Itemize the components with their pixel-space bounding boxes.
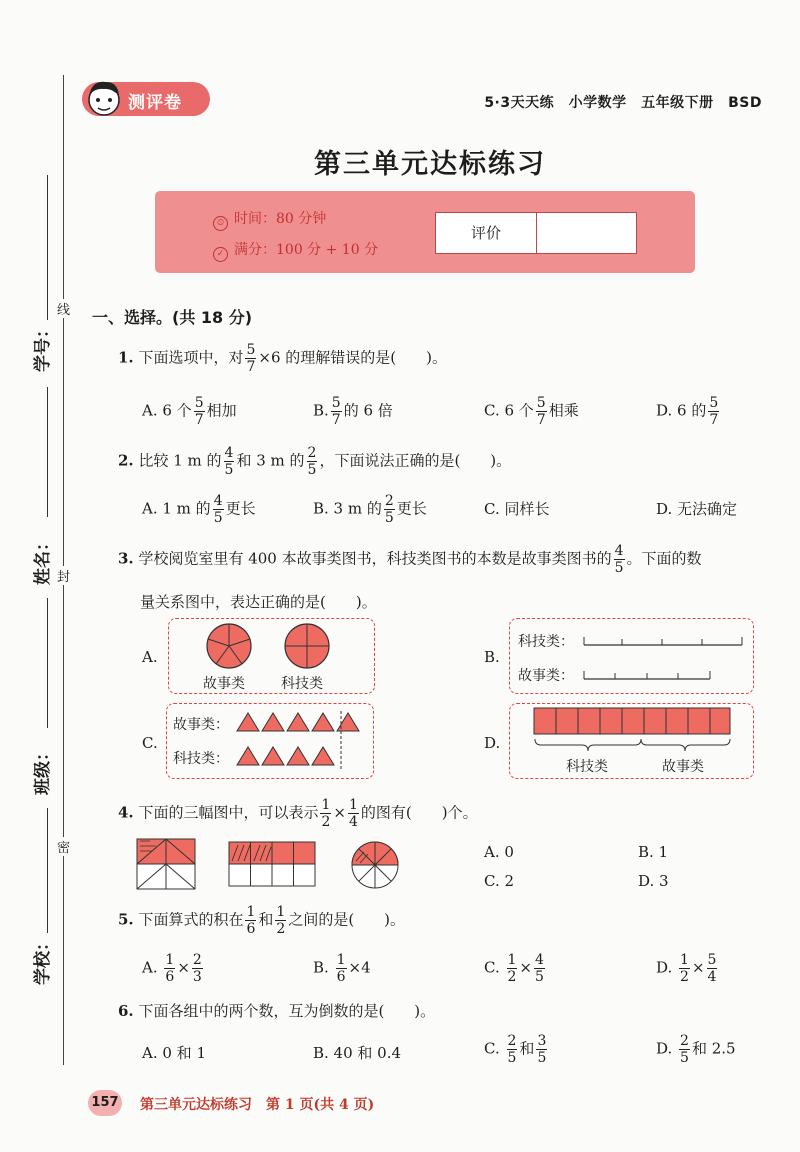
q4-option-b[interactable]: B. 1 [638, 843, 669, 861]
question-5: 5. 下面算式的积在 $\frac{1}{6}$ 和 $\frac{1}{2}$ 之间的是( )。 [118, 904, 406, 937]
tech-label: 科技类： [518, 634, 574, 650]
q3-option-d-label[interactable]: D. [484, 734, 501, 752]
cut-mark-secret: 密 [57, 837, 70, 856]
score-label: 满分：100 分 + 10 分 [234, 242, 379, 258]
q4-figure-3 [350, 840, 400, 890]
story-label: 故事类： [173, 717, 229, 733]
cut-mark-line: 线 [57, 299, 70, 318]
tech-segment-bar [582, 633, 744, 649]
question-1 [118, 343, 447, 374]
q2-option-b[interactable]: B. 3 m 的 $\frac{2}{5}$ 更长 [313, 493, 427, 526]
q4-figure-2 [228, 841, 316, 887]
class-underline [47, 598, 48, 728]
q5-option-c[interactable]: C. $\frac{1}{2}$ × $\frac{4}{5}$ [484, 952, 544, 985]
question-text: 下面选项中，对 [138, 348, 244, 367]
q1-option-b[interactable]: B. $\frac{5}{7}$ 的 6 倍 [313, 395, 393, 428]
q4-option-c[interactable]: C. 2 [484, 872, 515, 890]
cut-mark-seal: 封 [57, 566, 70, 585]
question-number: 3. [118, 549, 134, 568]
q6-option-c[interactable]: C. $\frac{2}{5}$ 和 $\frac{3}{5}$ [484, 1033, 547, 1066]
tech-label: 科技类 [566, 759, 608, 775]
student-id-label: 学号： [33, 321, 53, 372]
story-segment-bar [582, 667, 712, 683]
q5-option-b[interactable]: B. $\frac{1}{6}$ ×4 [313, 952, 371, 985]
footer-text: 第三单元达标练习 第 1 页(共 4 页) [140, 1097, 375, 1113]
q5-option-a[interactable]: A. $\frac{1}{6}$ × $\frac{2}{3}$ [142, 952, 202, 985]
book-series: 5·3天天练 小学数学 五年级下册 BSD [484, 95, 762, 111]
school-label: 学校： [33, 934, 53, 985]
tech-circle [283, 622, 331, 670]
tech-label: 科技类： [173, 751, 229, 767]
q2-option-d[interactable]: D. 无法确定 [656, 500, 738, 518]
story-label: 故事类： [518, 668, 574, 684]
question-number: 6. [118, 1002, 134, 1020]
page-number: 157 [88, 1090, 122, 1116]
header-badge-label: 测评卷 [128, 93, 182, 113]
score-info [213, 239, 378, 262]
story-label: 故事类 [662, 759, 704, 775]
evaluation-field[interactable] [537, 213, 636, 253]
question-3-line-2: 量关系图中，表达正确的是( )。 [140, 593, 377, 611]
triangle-rows [235, 711, 367, 773]
q3-option-c-label[interactable]: C. [142, 734, 158, 752]
question-number: 5. [118, 910, 134, 929]
q4-figure-1 [136, 838, 196, 890]
school-underline [47, 808, 48, 933]
story-circle [205, 622, 253, 670]
q6-option-d[interactable]: D. $\frac{2}{5}$ 和 2.5 [656, 1033, 736, 1066]
story-label: 故事类 [203, 676, 245, 692]
tech-label: 科技类 [281, 676, 323, 692]
q3-option-a-diagram[interactable] [168, 618, 375, 694]
time-info [213, 208, 326, 231]
q3-option-d-diagram[interactable] [509, 703, 754, 779]
q4-option-d[interactable]: D. 3 [638, 872, 669, 890]
q4-option-a[interactable]: A. 0 [484, 843, 514, 861]
question-2: 2. 比较 1 m 的 $\frac{4}{5}$ 和 3 m 的 $\frac{2}{5}$ ，下面说法正确的是( )。 [118, 445, 512, 478]
question-3: 3. 学校阅览室里有 400 本故事类图书，科技类图书的本数是故事类图书的 $\frac{4}{5}$ 。下面的数 [118, 543, 702, 576]
question-4: 4. 下面的三幅图中，可以表示 $\frac{1}{2}$ × $\frac{1}{4}$ 的图有( )个。 [118, 797, 478, 830]
name-label: 姓名： [33, 534, 53, 585]
class-label: 班级： [33, 744, 53, 795]
q1-option-c[interactable]: C. 6 个 $\frac{5}{7}$ 相乘 [484, 395, 579, 428]
q3-option-b-label[interactable]: B. [484, 648, 500, 666]
q5-option-d[interactable]: D. $\frac{1}{2}$ × $\frac{5}{4}$ [656, 952, 717, 985]
id-underline [47, 175, 48, 320]
evaluation-label: 评价 [436, 213, 537, 253]
q2-option-a[interactable]: A. 1 m 的 $\frac{4}{5}$ 更长 [142, 493, 256, 526]
name-underline [47, 387, 48, 517]
question-number: 1. [118, 348, 134, 367]
q6-option-a[interactable]: A. 0 和 1 [142, 1044, 206, 1062]
evaluation-box [435, 212, 637, 254]
q3-option-a-label[interactable]: A. [142, 648, 158, 666]
section-heading: 一、选择。(共 18 分) [92, 308, 253, 327]
q1-option-a[interactable]: A. 6 个 $\frac{5}{7}$ 相加 [142, 395, 237, 428]
question-number: 2. [118, 451, 134, 470]
time-label: 时间：80 分钟 [234, 211, 327, 227]
check-icon: ✓ [213, 247, 228, 262]
page-title: 第三单元达标练习 [314, 149, 546, 180]
question-number: 4. [118, 803, 134, 822]
square-row [532, 707, 732, 755]
student-face-icon [84, 76, 124, 120]
q2-option-c[interactable]: C. 同样长 [484, 500, 550, 518]
question-text: 下面各组中的两个数，互为倒数的是( )。 [138, 1002, 436, 1020]
q1-option-d[interactable]: D. 6 的 $\frac{5}{7}$ [656, 395, 719, 428]
clock-icon: ⏲ [213, 216, 228, 231]
question-6 [118, 1000, 435, 1021]
q6-option-b[interactable]: B. 40 和 0.4 [313, 1044, 402, 1062]
q3-option-c-diagram[interactable] [166, 703, 374, 779]
q3-option-b-diagram[interactable] [509, 618, 754, 694]
fraction: $\frac{5}{7}$ [246, 342, 256, 375]
question-text: ×6 的理解错误的是( )。 [258, 348, 447, 367]
